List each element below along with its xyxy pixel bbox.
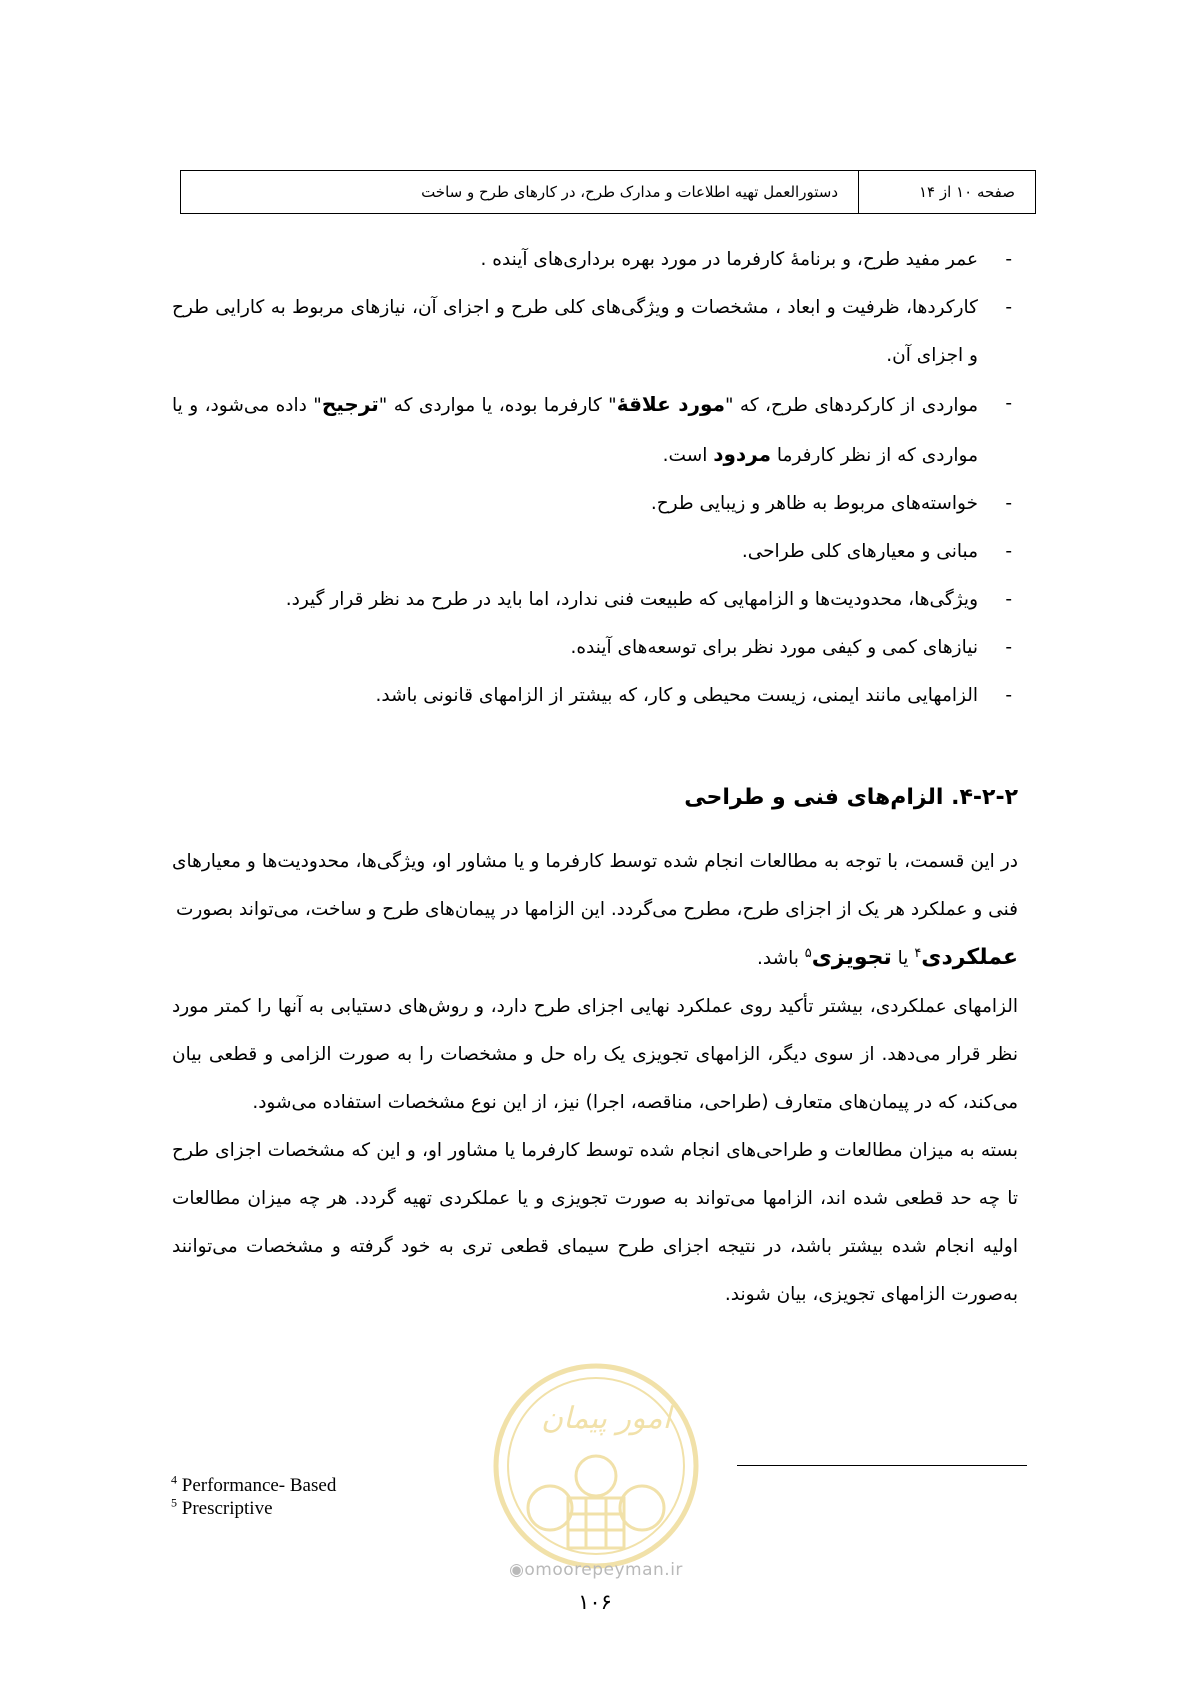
bullet-bold-term: ترجیح (321, 392, 379, 416)
list-item (172, 284, 1018, 380)
bullet-text-part: مواردی از کارکردهای طرح، که " (724, 395, 978, 416)
footnote-5 (171, 1497, 336, 1520)
bullet-dash: - (1005, 493, 1012, 514)
paragraph-line (172, 934, 1018, 983)
footnote-number: 4 (171, 1472, 177, 1487)
page-number: ۱۰۶ (578, 1590, 612, 1614)
footnote-text: Prescriptive (181, 1498, 273, 1519)
bullet-text: نیازهای کمی و کیفی مورد نظر برای توسعه‌های آینده. (570, 637, 978, 658)
bold-term-performance: عملکردی (921, 945, 1018, 970)
section-heading: ۴-۲-۲. الزام‌های فنی و طراحی (684, 785, 1018, 810)
footnotes (171, 1474, 336, 1520)
stamp-logo-text: امور پیمان (541, 1401, 671, 1436)
bullet-text: مبانی و معیارهای کلی طراحی. (741, 541, 978, 562)
bold-term-prescriptive: تجویزی (811, 945, 892, 970)
header-document-title: دستورالعمل تهیه اطلاعات و مدارک طرح، در کارهای طرح و ساخت (421, 183, 838, 201)
bullet-text: کارکردها، ظرفیت و ابعاد ، مشخصات و ویژگی‌های کلی طرح و اجزای آن، نیازهای مربوط به کارایی طرح و اجزای آن. (172, 297, 978, 366)
bullet-dash: - (1005, 685, 1012, 706)
bullet-bold-term: مورد علاقهٔ (616, 392, 725, 416)
bullet-dash: - (1005, 589, 1012, 610)
bullet-text: ویژگی‌ها، محدودیت‌ها و الزامهایی که طبیعت فنی ندارد، اما باید در طرح مد نظر قرار گیرد. (285, 589, 978, 610)
bullet-text-part: است. (662, 445, 714, 466)
footnote-separator (737, 1465, 1027, 1466)
bullet-text-part: " داده می‌شود، و یا مواردی که از نظر کارفرما (172, 395, 978, 466)
section-body (172, 838, 1018, 1319)
requirements-bullet-list (172, 236, 1018, 720)
footnote-ref: ۴ (914, 945, 922, 961)
bullet-dash: - (1005, 393, 1012, 414)
footnote-ref: ۵ (804, 945, 812, 961)
list-item (172, 236, 1018, 284)
bullet-dash: - (1005, 541, 1012, 562)
bullet-text: الزامهایی مانند ایمنی، زیست محیطی و کار، که بیشتر از الزامهای قانونی باشد. (375, 685, 978, 706)
bullet-dash: - (1005, 297, 1012, 318)
list-item (172, 624, 1018, 672)
bullet-bold-term: مردود (713, 442, 772, 466)
list-item (172, 380, 1018, 480)
footnote-text: Performance- Based (181, 1475, 337, 1496)
list-item (172, 528, 1018, 576)
paragraph: بسته به میزان مطالعات و طراحی‌های انجام شده توسط کارفرما یا مشاور او، و این که مشخصات اجزای طرح تا چه حد قطعی شده اند، الزامها می‌تواند به صورت تجویزی و یا عملکردی تهیه گردد. هر چه میزان مطالعات اولیه انجام شده بیشتر باشد، در نتیجه اجزای طرح سیمای قطعی تری به خود گرفته و مشخصات می‌توانند به‌صورت الزامهای تجویزی، بیان شوند. (172, 1140, 1018, 1305)
list-item (172, 672, 1018, 720)
paragraph (172, 838, 1018, 934)
page-header (180, 170, 1036, 214)
bullet-dash: - (1005, 249, 1012, 270)
bullet-text-part: " کارفرما بوده، یا مواردی که " (378, 395, 617, 416)
paragraph-text: یا (891, 948, 915, 969)
footnote-4 (171, 1474, 336, 1497)
header-page-label: صفحه ۱۰ از ۱۴ (858, 171, 1035, 213)
watermark-stamp-logo (488, 1358, 704, 1574)
footnote-number: 5 (171, 1495, 177, 1510)
bullet-dash: - (1005, 637, 1012, 658)
bullet-text: خواسته‌های مربوط به ظاهر و زیبایی طرح. (650, 493, 978, 514)
paragraph: الزامهای عملکردی، بیشتر تأکید روی عملکرد نهایی اجزای طرح دارد، و روش‌های دستیابی به آنها را کمتر مورد نظر قرار می‌دهد. از سوی دیگر، الزامهای تجویزی یک راه حل و مشخصات را به صورت الزامی و قطعی بیان می‌کند، که در پیمان‌های متعارف (طراحی، مناقصه، اجرا) نیز، از این نوع مشخصات استفاده می‌شود. (172, 996, 1018, 1113)
bullet-text: عمر مفید طرح، و برنامهٔ کارفرما در مورد بهره برداری‌های آینده . (480, 249, 978, 270)
paragraph-text: باشد. (756, 948, 805, 969)
watermark-site-text: omoorepeyman.ir (524, 1560, 683, 1580)
paragraph-text: در این قسمت، با توجه به مطالعات انجام شده توسط کارفرما و یا مشاور او، ویژگی‌ها، محدودیت‌ها و معیارهای فنی و عملکرد هر یک از اجزای طرح، مطرح می‌گردد. این الزامها در پیمان‌های طرح و ساخت، می‌تواند بصورت (172, 851, 1018, 920)
list-item (172, 480, 1018, 528)
watermark-site: ◉omoorepeyman.ir (509, 1560, 683, 1580)
list-item (172, 576, 1018, 624)
